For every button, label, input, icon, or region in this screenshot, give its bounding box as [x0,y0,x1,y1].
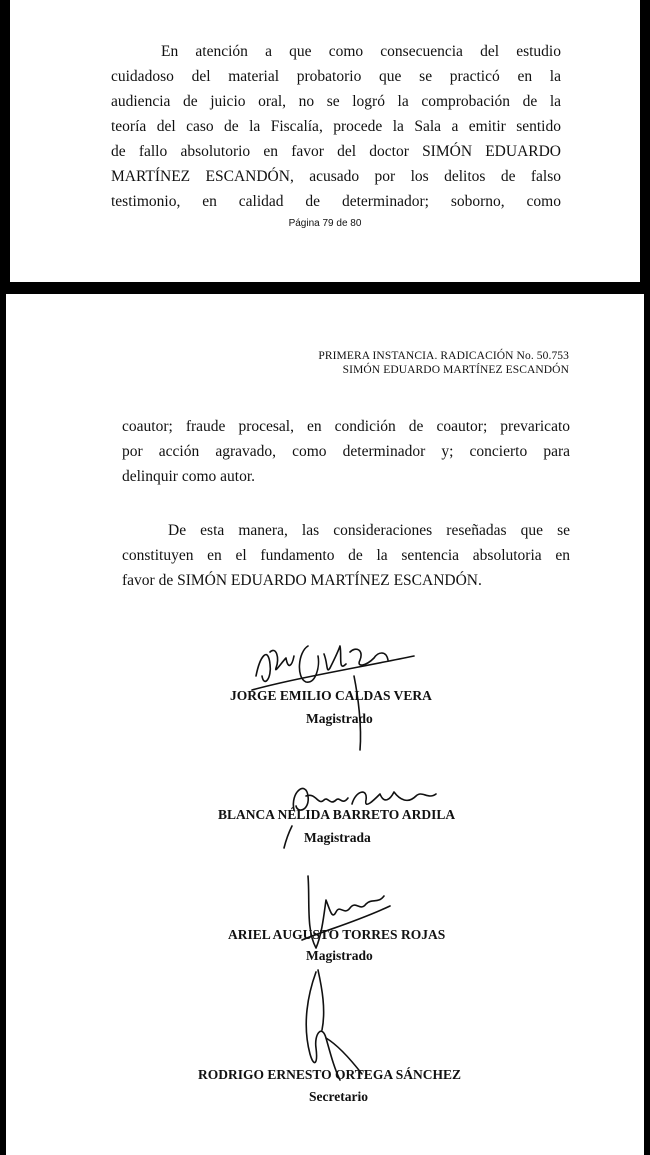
text-line: por acción agravado, como determinador y; concierto para [122,443,570,460]
text-line: delinquir como autor. [122,468,256,485]
signatory-title: Magistrado [306,948,373,963]
signatory-name: ARIEL AUGUSTO TORRES ROJAS [228,927,446,942]
document-page-80 [6,294,644,1155]
paragraph-acquittal-reasoning [111,39,561,214]
signatory-title: Magistrado [306,711,373,726]
signature-rodrigo-ernesto-ortega-sanchez [292,964,382,1084]
text-line: audiencia de juicio oral, no se logró la comprobación de la [111,93,561,110]
text-line: favor de SIMÓN EDUARDO MARTÍNEZ ESCANDÓN. [122,572,482,589]
signatory-name: RODRIGO ERNESTO ORTEGA SÁNCHEZ [198,1067,461,1082]
signatory-title: Magistrada [304,830,371,845]
paragraph-charges [122,414,570,489]
text-line: De esta manera, las consideraciones reseñadas que se [168,522,570,539]
document-page-79 [10,0,640,282]
signatory-name: JORGE EMILIO CALDAS VERA [230,688,432,703]
text-line: de fallo absolutorio en favor del doctor SIMÓN EDUARDO [111,143,561,160]
signature-jorge-emilio-caldas-vera [246,616,426,756]
text-line: constituyen en el fundamento de la sentencia absolutoria en [122,547,570,564]
signatory-title: Secretario [309,1089,368,1104]
running-header-case: PRIMERA INSTANCIA. RADICACIÓN No. 50.753 [318,350,569,362]
signatory-name: BLANCA NÉLIDA BARRETO ARDILA [218,807,456,822]
text-line: MARTÍNEZ ESCANDÓN, acusado por los delitos de falso [111,168,561,185]
paragraph-conclusion [122,518,570,593]
text-line: testimonio, en calidad de determinador; soborno, como [111,193,561,210]
text-line: cuidadoso del material probatorio que se practicó en la [111,68,561,85]
text-line: teoría del caso de la Fiscalía, procede la Sala a emitir sentido [111,118,561,135]
page-number: Página 79 de 80 [288,218,362,229]
text-line: coautor; fraude procesal, en condición de coautor; prevaricato [122,418,570,435]
text-line: En atención a que como consecuencia del estudio [161,43,561,60]
running-header-defendant: SIMÓN EDUARDO MARTÍNEZ ESCANDÓN [342,364,569,376]
